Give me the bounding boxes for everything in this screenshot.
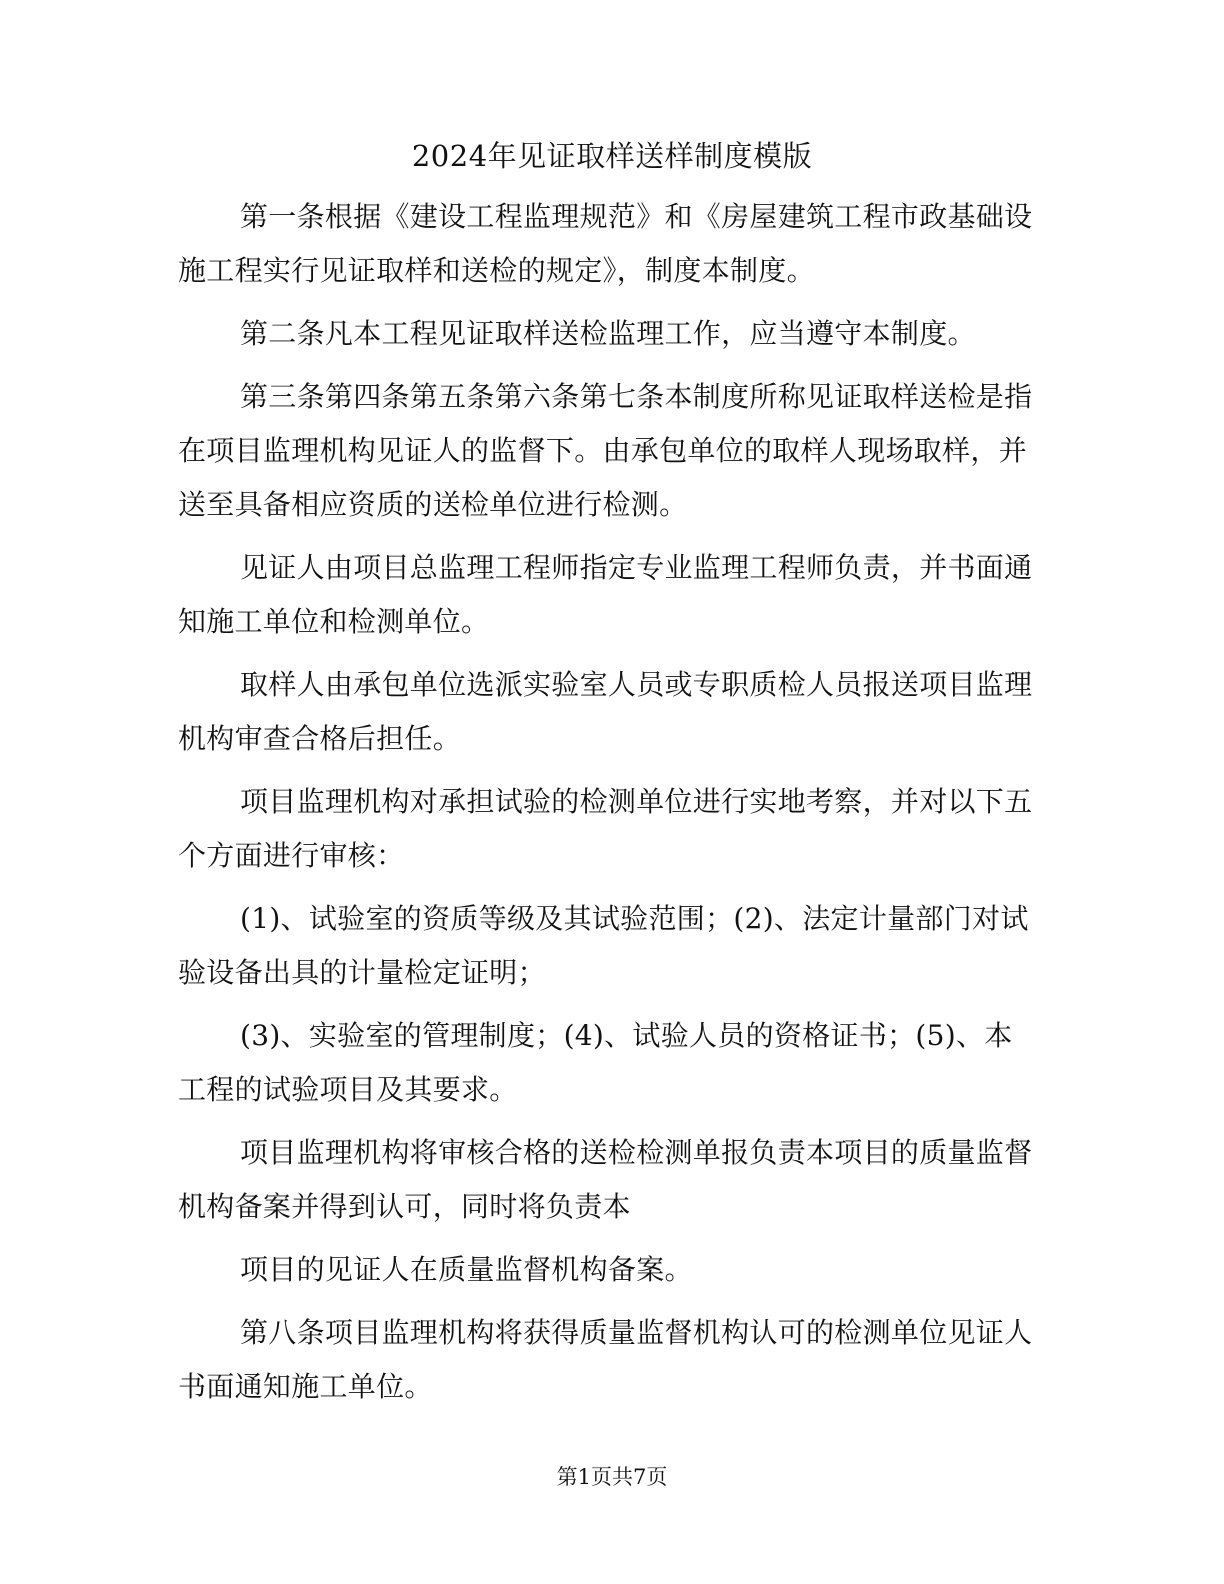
paragraph-article-1: 第一条根据《建设工程监理规范》和《房屋建筑工程市政基础设施工程实行见证取样和送检的规定》，制度本制度。 [178,200,1033,287]
paragraph-review-items-3-5: (3)、实验室的管理制度；(4)、试验人员的资格证书；(5)、本工程的试验项目及其要求。 [178,1019,1013,1106]
paragraph-filing-cont: 项目的见证人在质量监督机构备案。 [240,1253,693,1286]
paragraph-review-intro: 项目监理机构对承担试验的检测单位进行实地考察，并对以下五个方面进行审核： [178,785,1033,872]
document-title: 2024年见证取样送样制度模版 [411,139,813,173]
paragraph-review-items-1-2: (1)、试验室的资质等级及其试验范围；(2)、法定计量部门对试验设备出具的计量检定证明； [178,902,1029,989]
paragraph-article-2: 第二条凡本工程见证取样送检监理工作，应当遵守本制度。 [240,317,976,350]
paragraph-filing: 项目监理机构将审核合格的送检检测单报负责本项目的质量监督机构备案并得到认可，同时将负责本 [178,1136,1033,1223]
paragraph-witness: 见证人由项目总监理工程师指定专业监理工程师负责，并书面通知施工单位和检测单位。 [178,551,1033,638]
paragraph-sampler: 取样人由承包单位选派实验室人员或专职质检人员报送项目监理机构审查合格后担任。 [178,668,1033,755]
page-footer: 第1页共7页 [556,1465,668,1489]
paragraph-article-8: 第八条项目监理机构将获得质量监督机构认可的检测单位见证人书面通知施工单位。 [178,1316,1033,1403]
paragraph-article-3-7: 第三条第四条第五条第六条第七条本制度所称见证取样送检是指在项目监理机构见证人的监督下。由承包单位的取样人现场取样，并送至具备相应资质的送检单位进行检测。 [178,380,1033,521]
document-body [178,190,1036,1423]
